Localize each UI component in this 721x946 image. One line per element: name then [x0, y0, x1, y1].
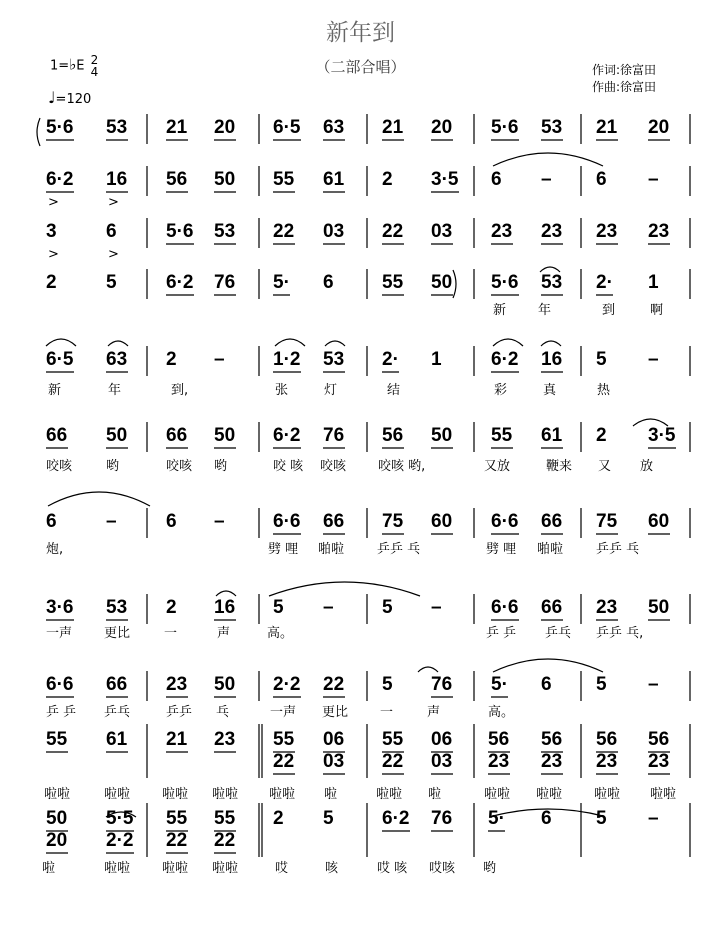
note: 63 — [323, 117, 345, 138]
note: 66 — [541, 597, 563, 618]
lyric: 哎咳 — [429, 861, 456, 876]
note: 5 — [596, 674, 607, 695]
note: 23 — [596, 221, 618, 242]
note-lower: 20 — [46, 830, 68, 851]
lyric: 啦啦 — [536, 787, 563, 802]
lyric: 到, — [171, 383, 189, 398]
slur — [46, 339, 76, 346]
accent-mark: > — [108, 195, 119, 210]
lyric: 哟 — [214, 459, 228, 474]
lyric: 乒 乒 — [486, 626, 517, 641]
note: – — [106, 511, 117, 532]
lyric: 乒乒 乓 — [596, 542, 640, 557]
note: 5 — [382, 597, 393, 618]
note: 76 — [323, 425, 345, 446]
lyric: 劈 哩 — [268, 542, 299, 557]
lyric: 一声 — [46, 626, 73, 641]
note: 06 — [323, 729, 345, 750]
lyric: 张 — [275, 383, 289, 398]
accent-mark: > — [108, 247, 119, 262]
key-prefix: 1= — [50, 58, 70, 74]
composer: 作曲:徐富田 — [592, 80, 657, 94]
note: 50 — [106, 425, 128, 446]
note: 22 — [382, 221, 404, 242]
repeat-bracket — [37, 118, 40, 146]
note: 3·5 — [431, 169, 459, 190]
note-lower: 2·2 — [106, 830, 134, 851]
lyric: 放 — [640, 459, 654, 474]
note: 3·5 — [648, 425, 676, 446]
note: 2 — [166, 349, 177, 370]
lyric: 啦啦 — [212, 861, 239, 876]
note-lower: 23 — [596, 751, 618, 772]
note: – — [648, 674, 659, 695]
note: 2· — [596, 272, 613, 293]
lyric: 啊 — [650, 303, 664, 318]
note-lower: 22 — [214, 830, 236, 851]
note: 03 — [323, 221, 345, 242]
note: 6 — [166, 511, 177, 532]
note: 5·6 — [166, 221, 194, 242]
lyric: 年 — [538, 303, 552, 318]
lyric: 咳 — [325, 861, 339, 876]
lyric: 灯 — [324, 383, 338, 398]
note: 23 — [166, 674, 188, 695]
lyric: 新 — [48, 383, 62, 398]
lyric: 咬咳 — [320, 459, 347, 474]
note: 61 — [323, 169, 345, 190]
song-subtitle: （二部合唱） — [315, 58, 406, 76]
lyric: 哎 咳 — [377, 861, 408, 876]
note: 6·5 — [273, 117, 301, 138]
note-lower: 22 — [273, 751, 295, 772]
lyric: 炮, — [46, 542, 64, 557]
lyric: 乒乒 乓, — [596, 626, 644, 641]
note: 66 — [106, 674, 128, 695]
note: 23 — [648, 221, 670, 242]
lyric: 声 — [427, 705, 441, 720]
note: 50 — [431, 425, 453, 446]
note: 50 — [214, 674, 236, 695]
slur — [493, 153, 603, 166]
lyric: 更比 — [104, 626, 131, 641]
note: 6·2 — [273, 425, 301, 446]
lyric: 啦 — [324, 787, 338, 802]
quarter-note-icon: ♩ — [48, 88, 56, 107]
lyric: 啦啦 — [212, 787, 239, 802]
note: 1 — [648, 272, 659, 293]
note: 63 — [106, 349, 128, 370]
lyric: 更比 — [322, 705, 349, 720]
flat-sign: ♭ — [69, 55, 77, 74]
note: 76 — [431, 674, 453, 695]
accent-mark: > — [48, 195, 59, 210]
note: 5 — [106, 272, 117, 293]
note: 5 — [596, 349, 607, 370]
note: 6·2 — [46, 169, 74, 190]
note: 6 — [596, 169, 607, 190]
lyric: 一声 — [270, 705, 297, 720]
lyric: 啦啦 — [162, 861, 189, 876]
note: 5 — [382, 674, 393, 695]
note: 23 — [214, 729, 236, 750]
slur — [541, 341, 561, 346]
lyric: 啦啦 — [162, 787, 189, 802]
lyric: 啪啦 — [318, 542, 345, 557]
note: 2 — [596, 425, 607, 446]
slur — [325, 341, 345, 346]
slur — [216, 591, 236, 596]
note: – — [214, 511, 225, 532]
slur — [493, 659, 603, 672]
note: 50 — [214, 169, 236, 190]
lyric: 乒乓 — [104, 705, 131, 720]
lyric: 哎 — [275, 861, 289, 876]
note: 23 — [541, 221, 563, 242]
note: 2· — [382, 349, 399, 370]
note: 21 — [596, 117, 618, 138]
note-lower: 22 — [382, 751, 404, 772]
note: 6 — [541, 808, 552, 829]
note: 75 — [596, 511, 618, 532]
lyric: 乓 — [216, 705, 230, 720]
note: 23 — [491, 221, 513, 242]
note: 56 — [166, 169, 188, 190]
time-top: 2 — [90, 53, 99, 67]
note: 56 — [648, 729, 670, 750]
note: 06 — [431, 729, 453, 750]
lyric: 咬咳 — [46, 459, 73, 474]
lyric: 高。 — [488, 705, 515, 720]
note: 6·6 — [273, 511, 301, 532]
note: 75 — [382, 511, 404, 532]
lyric: 啦啦 — [104, 861, 131, 876]
note: 2 — [166, 597, 177, 618]
note: 2 — [382, 169, 393, 190]
note: 21 — [166, 117, 188, 138]
lyric: 啦 — [42, 861, 56, 876]
note: 55 — [166, 808, 188, 829]
note: – — [323, 597, 334, 618]
slur — [108, 341, 128, 346]
note: 5· — [273, 272, 290, 293]
note-lower: 23 — [488, 751, 510, 772]
lyric: 啦啦 — [484, 787, 511, 802]
lyric: 彩 — [494, 383, 508, 398]
note: 76 — [214, 272, 236, 293]
note: – — [214, 349, 225, 370]
lyric: 真 — [543, 383, 557, 398]
lyricist: 作词:徐富田 — [592, 63, 657, 77]
note-lower: 23 — [648, 751, 670, 772]
slur — [269, 582, 420, 596]
note: 23 — [596, 597, 618, 618]
song-title: 新年到 — [326, 20, 395, 46]
note: 56 — [488, 729, 510, 750]
note: 2 — [46, 272, 57, 293]
note: 66 — [46, 425, 68, 446]
note: 20 — [648, 117, 670, 138]
lyric: 鞭来 — [546, 459, 573, 474]
note: 3 — [46, 221, 57, 242]
note-lower: 03 — [323, 751, 345, 772]
note: 56 — [596, 729, 618, 750]
note: 2 — [273, 808, 284, 829]
note: – — [648, 169, 659, 190]
lyric: 乒乒 乓 — [377, 542, 421, 557]
note: 5·6 — [46, 117, 74, 138]
note: 50 — [431, 272, 453, 293]
note: 50 — [46, 808, 68, 829]
note: 6 — [491, 169, 502, 190]
note: 5·5 — [106, 808, 134, 829]
lyric: 乒乒 — [166, 705, 193, 720]
note: 61 — [541, 425, 563, 446]
note: 6·2 — [491, 349, 519, 370]
note: 53 — [214, 221, 236, 242]
note: 16 — [214, 597, 236, 618]
note: 2·2 — [273, 674, 301, 695]
lyric: 到 — [602, 303, 616, 318]
note: 50 — [214, 425, 236, 446]
slur — [275, 339, 305, 346]
time-bottom: 4 — [90, 65, 99, 79]
note: – — [431, 597, 442, 618]
key-letter: E — [76, 58, 85, 74]
note: 3·6 — [46, 597, 74, 618]
note: 53 — [323, 349, 345, 370]
note: 16 — [541, 349, 563, 370]
note: 55 — [273, 169, 295, 190]
note: 55 — [382, 729, 404, 750]
note: 50 — [648, 597, 670, 618]
note: 5·6 — [491, 117, 519, 138]
note: 53 — [106, 117, 128, 138]
note: 6 — [323, 272, 334, 293]
note-lower: 22 — [166, 830, 188, 851]
lyric: 劈 哩 — [486, 542, 517, 557]
lyric: 又 — [598, 459, 612, 474]
lyric: 高。 — [267, 626, 294, 641]
slur — [418, 667, 438, 672]
note: 21 — [166, 729, 188, 750]
note: 22 — [273, 221, 295, 242]
note: 66 — [541, 511, 563, 532]
note: 61 — [106, 729, 128, 750]
note: 22 — [323, 674, 345, 695]
note: 6·6 — [491, 597, 519, 618]
lyric: 咬咳 — [166, 459, 193, 474]
note: 6·6 — [491, 511, 519, 532]
note: 55 — [46, 729, 68, 750]
lyric: 咬 咳 — [273, 459, 304, 474]
note: 53 — [541, 272, 563, 293]
note: 16 — [106, 169, 128, 190]
tempo-value: =120 — [55, 92, 92, 107]
lyric: 啦啦 — [594, 787, 621, 802]
lyric: 啦啦 — [650, 787, 677, 802]
note: 6·2 — [382, 808, 410, 829]
note: 20 — [431, 117, 453, 138]
lyric: 啦 — [428, 787, 442, 802]
lyric: 热 — [597, 383, 611, 398]
repeat-bracket — [453, 270, 456, 298]
note: 55 — [273, 729, 295, 750]
note: 6·2 — [166, 272, 194, 293]
note: 56 — [541, 729, 563, 750]
note: – — [541, 169, 552, 190]
note: 5 — [596, 808, 607, 829]
lyric: 乒乓 — [545, 626, 572, 641]
note: – — [648, 349, 659, 370]
lyric: 又放 — [484, 459, 511, 474]
note: 5· — [491, 674, 508, 695]
lyric: 新 — [493, 303, 507, 318]
note: 55 — [382, 272, 404, 293]
lyric: 哟 — [106, 459, 120, 474]
note: 6·5 — [46, 349, 74, 370]
accent-mark: > — [48, 247, 59, 262]
lyric: 年 — [108, 383, 122, 398]
note: 60 — [648, 511, 670, 532]
note: 03 — [431, 221, 453, 242]
note: 6·6 — [46, 674, 74, 695]
note: 55 — [491, 425, 513, 446]
note: 56 — [382, 425, 404, 446]
note: 76 — [431, 808, 453, 829]
note: 60 — [431, 511, 453, 532]
note: 53 — [541, 117, 563, 138]
note: 6 — [106, 221, 117, 242]
lyric: 啦啦 — [269, 787, 296, 802]
note: 66 — [323, 511, 345, 532]
note: 6 — [46, 511, 57, 532]
note: 5 — [323, 808, 334, 829]
lyric: 一 — [380, 705, 394, 720]
lyric: 啦啦 — [376, 787, 403, 802]
note: 20 — [214, 117, 236, 138]
lyric: 乒 乒 — [46, 705, 77, 720]
lyric: 啦啦 — [104, 787, 131, 802]
note: 5 — [273, 597, 284, 618]
note: 6 — [541, 674, 552, 695]
note: 55 — [214, 808, 236, 829]
note: 1·2 — [273, 349, 301, 370]
lyric: 啦啦 — [44, 787, 71, 802]
note-lower: 23 — [541, 751, 563, 772]
note: 5·6 — [491, 272, 519, 293]
note: 66 — [166, 425, 188, 446]
lyric: 哟 — [483, 861, 497, 876]
slur — [493, 339, 523, 346]
note: 21 — [382, 117, 404, 138]
note: 5· — [488, 808, 505, 829]
note-lower: 03 — [431, 751, 453, 772]
lyric: 结 — [387, 383, 401, 398]
lyric: 一 — [164, 626, 178, 641]
slur — [48, 492, 150, 506]
lyric: 咬咳 哟, — [378, 459, 426, 474]
note: 53 — [106, 597, 128, 618]
note: – — [648, 808, 659, 829]
note: 1 — [431, 349, 442, 370]
lyric: 啪啦 — [537, 542, 564, 557]
lyric: 声 — [217, 626, 231, 641]
